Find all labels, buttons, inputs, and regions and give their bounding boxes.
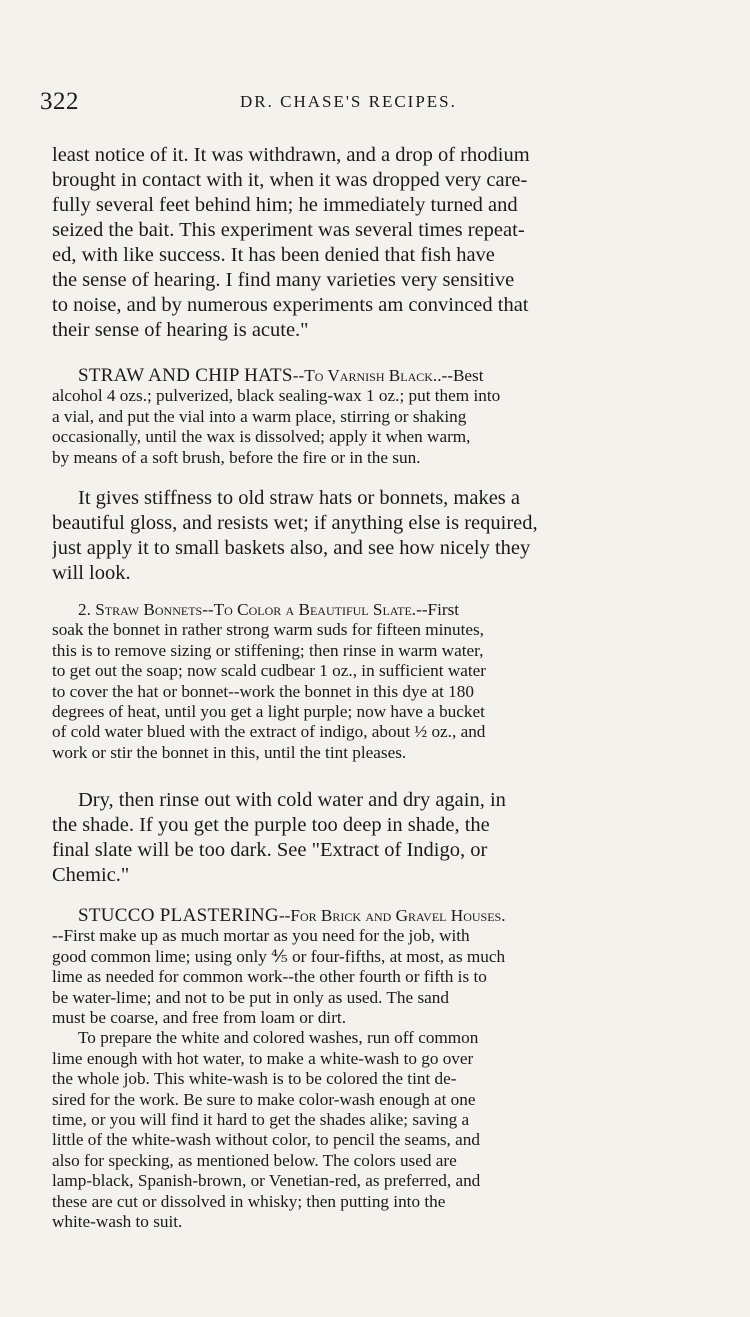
recipe-heading: STRAW AND CHIP HATS (78, 366, 293, 386)
text-line: brought in contact with it, when it was dropped very care- (52, 169, 528, 191)
text-line: lime enough with hot water, to make a white-wash to go over (52, 1048, 474, 1068)
text-line: to noise, and by numerous experiments am convinced that (52, 294, 529, 316)
text-line: beautiful gloss, and resists wet; if anything else is required, (52, 512, 538, 534)
text-line: be water-lime; and not to be put in only as used. The sand (52, 987, 449, 1007)
recipe-note (52, 486, 712, 586)
text-line: --Best (441, 366, 484, 385)
text-line: must be coarse, and free from loam or dirt. (52, 1008, 346, 1028)
text-line: --First (416, 600, 460, 619)
text-line: a vial, and put the vial into a warm place, stirring or shaking (52, 406, 467, 426)
text-line: seized the bait. This experiment was several times repeat- (52, 219, 525, 241)
recipe-title-line (52, 366, 712, 386)
text-line: soak the bonnet in rather strong warm suds for fifteen minutes, (52, 620, 484, 640)
text-line: --First make up as much mortar as you need for the job, with (52, 926, 470, 946)
recipe-straw-chip-hats (52, 366, 712, 468)
recipe-straw-bonnets (52, 600, 712, 763)
page-header (40, 88, 720, 120)
text-line: the whole job. This white-wash is to be colored the tint de- (52, 1069, 457, 1089)
recipe-heading: STUCCO PLASTERING (78, 906, 279, 926)
page-number: 322 (40, 88, 79, 115)
text-line: occasionally, until the wax is dissolved; apply it when warm, (52, 427, 471, 447)
recipe-subheading: --To Varnish Black.. (292, 366, 442, 385)
text-line: just apply it to small baskets also, and see how nicely they (52, 537, 531, 559)
text-line: this is to remove sizing or stiffening; then rinse in warm water, (52, 640, 484, 660)
text-line: Chemic." (52, 864, 130, 886)
text-line: good common lime; using only ⅘ or four-fifths, at most, as much (52, 946, 506, 966)
text-line: to get out the soap; now scald cudbear 1 oz., in sufficient water (52, 661, 487, 681)
text-line: these are cut or dissolved in whisky; then putting into the (52, 1191, 446, 1211)
text-line: final slate will be too dark. See "Extract of Indigo, or (52, 839, 488, 861)
text-line: To prepare the white and colored washes, run off common (78, 1028, 479, 1048)
text-line: least notice of it. It was withdrawn, and a drop of rhodium (52, 144, 530, 166)
text-line: the sense of hearing. I find many varieties very sensitive (52, 269, 515, 291)
text-line: work or stir the bonnet in this, until the tint pleases. (52, 742, 407, 762)
recipe-title-line (52, 906, 712, 926)
recipe-stucco-plastering (52, 906, 712, 1233)
text-line: time, or you will find it hard to get the shades alike; saving a (52, 1110, 470, 1130)
text-line: their sense of hearing is acute." (52, 319, 309, 341)
text-line: Dry, then rinse out with cold water and dry again, in (78, 789, 506, 811)
text-line: alcohol 4 ozs.; pulverized, black sealing-wax 1 oz.; put them into (52, 386, 501, 406)
text-line: It gives stiffness to old straw hats or bonnets, makes a (78, 487, 521, 509)
text-line: ed, with like success. It has been denied that fish have (52, 244, 495, 266)
recipe-subheading: Straw Bonnets--To Color a Beautiful Slate. (95, 600, 417, 619)
text-line: lamp-black, Spanish-brown, or Venetian-red, as preferred, and (52, 1171, 481, 1191)
text-line: sired for the work. Be sure to make color-wash enough at one (52, 1089, 476, 1109)
recipe-number: 2. (78, 600, 91, 619)
text-line: little of the white-wash without color, to pencil the seams, and (52, 1130, 480, 1150)
running-head: DR. CHASE'S RECIPES. (240, 92, 457, 111)
recipe-title-line (52, 600, 712, 620)
text-line: lime as needed for common work--the other fourth or fifth is to (52, 967, 487, 987)
text-line: also for specking, as mentioned below. The colors used are (52, 1150, 457, 1170)
text-line: fully several feet behind him; he immediately turned and (52, 194, 518, 216)
recipe-note (52, 788, 712, 888)
quote-continuation (52, 143, 712, 343)
text-line: by means of a soft brush, before the fire or in the sun. (52, 447, 421, 467)
text-line: will look. (52, 562, 131, 584)
text-line: degrees of heat, until you get a light purple; now have a bucket (52, 702, 485, 722)
recipe-subheading: --For Brick and Gravel Houses. (278, 906, 506, 925)
text-line: of cold water blued with the extract of indigo, about ½ oz., and (52, 722, 486, 742)
text-line: to cover the hat or bonnet--work the bonnet in this dye at 180 (52, 681, 474, 701)
text-line: the shade. If you get the purple too deep in shade, the (52, 814, 490, 836)
text-line: white-wash to suit. (52, 1212, 183, 1232)
